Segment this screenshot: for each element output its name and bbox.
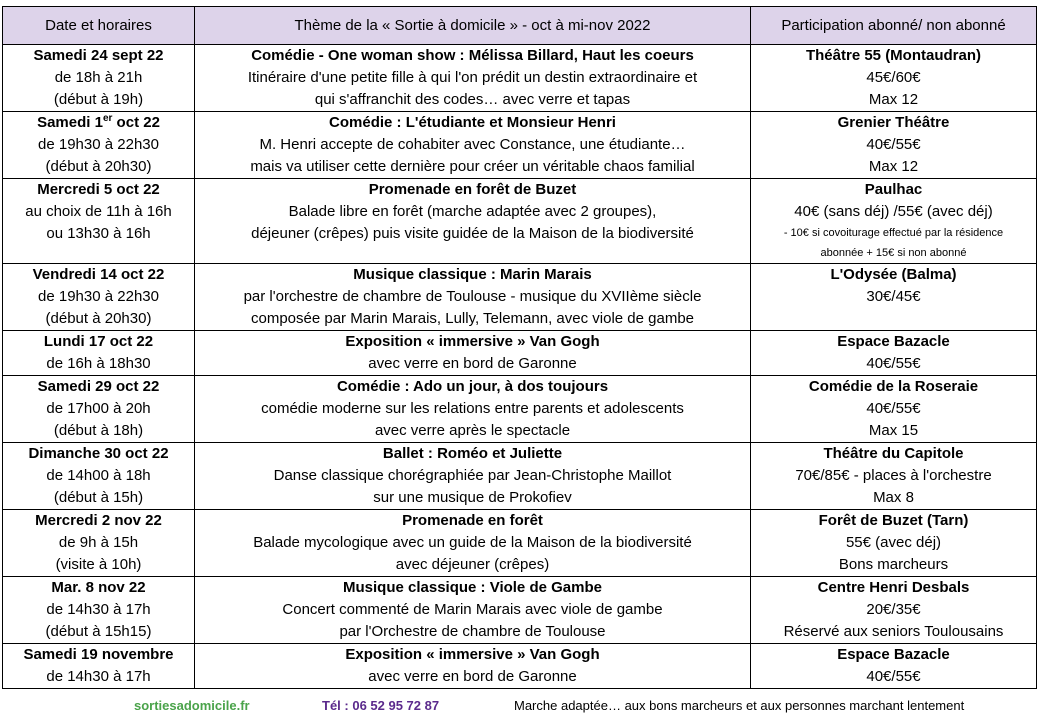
capacity: Max 15: [868, 422, 919, 439]
event-description: Balade libre en forêt (marche adaptée avec 2 groupes),: [288, 203, 657, 220]
event-description: par l'Orchestre de chambre de Toulouse: [339, 623, 606, 640]
event-title: Comédie : L'étudiante et Monsieur Henri: [329, 114, 616, 131]
venue: Centre Henri Desbals: [817, 579, 970, 596]
price-note: - 10€ si covoiturage effectué par la résidence: [783, 227, 1004, 239]
header-participation: Participation abonné/ non abonné: [751, 7, 1037, 45]
event-start: (début à 15h): [53, 489, 144, 506]
price: 30€/45€: [866, 288, 921, 305]
header-row: [3, 7, 1037, 45]
table-row: [3, 644, 1037, 689]
event-date-ordinal: er: [102, 113, 113, 124]
venue: Paulhac: [864, 181, 923, 198]
event-description: avec verre en bord de Garonne: [368, 355, 577, 372]
event-date: Dimanche 30 oct 22: [28, 445, 169, 462]
event-title: Ballet : Roméo et Juliette: [382, 445, 563, 462]
event-description: Danse classique chorégraphiée par Jean-Christophe Maillot: [273, 467, 672, 484]
event-date: Vendredi 14 oct 22: [32, 266, 165, 283]
event-start: (début à 15h15): [45, 623, 152, 640]
theme-cell: [195, 577, 751, 644]
event-time: de 14h30 à 17h: [46, 668, 151, 685]
event-time: de 9h à 15h: [58, 534, 139, 551]
venue: L'Odysée (Balma): [830, 266, 957, 283]
event-title: Promenade en forêt de Buzet: [368, 181, 577, 198]
price: 40€/55€: [866, 400, 921, 417]
table-row: [3, 264, 1037, 331]
venue: Théâtre du Capitole: [823, 445, 964, 462]
event-date: Samedi 29 oct 22: [37, 378, 160, 395]
event-date: Mar. 8 nov 22: [51, 579, 146, 596]
event-description: avec verre après le spectacle: [374, 422, 571, 439]
event-description: composée par Marin Marais, Lully, Telemann, avec viole de gambe: [251, 310, 694, 327]
event-title: Musique classique : Viole de Gambe: [343, 579, 602, 596]
capacity: Max 12: [868, 158, 919, 175]
event-title: Exposition « immersive » Van Gogh: [345, 646, 600, 663]
table-row: [3, 443, 1037, 510]
event-date: Samedi 19 novembre: [23, 646, 174, 663]
price: 20€/35€: [866, 601, 921, 618]
capacity: Bons marcheurs: [838, 556, 949, 573]
theme-cell: [195, 644, 751, 689]
price: 40€ (sans déj) /55€ (avec déj): [794, 203, 993, 220]
participation-cell: [751, 443, 1037, 510]
event-description: qui s'affranchit des codes… avec verre et tapas: [314, 91, 631, 108]
date-cell: [3, 45, 195, 112]
event-title: Comédie : Ado un jour, à dos toujours: [336, 378, 609, 395]
date-cell: [3, 112, 195, 179]
event-description: mais va utiliser cette dernière pour créer un véritable chaos familial: [250, 158, 695, 175]
website-link[interactable]: sortiesadomicile.fr: [134, 698, 250, 713]
event-title: Promenade en forêt: [402, 512, 543, 529]
event-time: de 19h30 à 22h30: [38, 136, 159, 153]
footer: [0, 694, 1040, 720]
price: 40€/55€: [866, 136, 921, 153]
table-row: [3, 510, 1037, 577]
theme-cell: [195, 510, 751, 577]
participation-cell: [751, 577, 1037, 644]
table-row: [3, 112, 1037, 179]
participation-cell: [751, 376, 1037, 443]
phone-number: Tél : 06 52 95 72 87: [322, 698, 440, 713]
date-cell: [3, 179, 195, 264]
theme-cell: [195, 376, 751, 443]
capacity: Max 12: [868, 91, 919, 108]
event-description: avec verre en bord de Garonne: [368, 668, 577, 685]
participation-cell: [751, 45, 1037, 112]
price: 40€/55€: [866, 668, 921, 685]
participation-cell: [751, 510, 1037, 577]
event-date: [3, 112, 194, 134]
event-time: au choix de 11h à 16h: [25, 203, 172, 220]
price: 70€/85€ - places à l'orchestre: [795, 467, 992, 484]
theme-cell: [195, 264, 751, 331]
event-description: Balade mycologique avec un guide de la Maison de la biodiversité: [253, 534, 692, 551]
date-cell: [3, 443, 195, 510]
event-description: déjeuner (crêpes) puis visite guidée de la Maison de la biodiversité: [251, 225, 694, 242]
event-description: sur une musique de Prokofiev: [373, 489, 572, 506]
table-row: [3, 45, 1037, 112]
table-row: [3, 376, 1037, 443]
event-date: Lundi 17 oct 22: [43, 333, 154, 350]
participation-cell: [751, 112, 1037, 179]
event-date: Mercredi 2 nov 22: [35, 512, 162, 529]
theme-cell: [195, 443, 751, 510]
table-row: [3, 331, 1037, 376]
venue: Comédie de la Roseraie: [808, 378, 979, 395]
price-note: abonnée + 15€ si non abonné: [820, 247, 967, 259]
event-title: Exposition « immersive » Van Gogh: [345, 333, 600, 350]
header-theme: Thème de la « Sortie à domicile » - oct à mi-nov 2022: [195, 7, 751, 45]
event-date-day: Samedi 1: [37, 114, 103, 131]
price: 45€/60€: [866, 69, 921, 86]
event-start: (début à 18h): [53, 422, 144, 439]
event-date: Mercredi 5 oct 22: [37, 181, 160, 198]
footer-note: Marche adaptée… aux bons marcheurs et aux personnes marchant lentement: [514, 698, 965, 713]
venue: Forêt de Buzet (Tarn): [818, 512, 969, 529]
schedule-table: [2, 6, 1037, 689]
event-description: par l'orchestre de chambre de Toulouse - musique du XVIIème siècle: [243, 288, 702, 305]
venue: Théâtre 55 (Montaudran): [805, 47, 982, 64]
date-cell: [3, 644, 195, 689]
event-description: comédie moderne sur les relations entre parents et adolescents: [261, 400, 684, 417]
date-cell: [3, 577, 195, 644]
table-row: [3, 577, 1037, 644]
event-time: de 16h à 18h30: [46, 355, 151, 372]
event-description: Itinéraire d'une petite fille à qui l'on prédit un destin extraordinaire et: [247, 69, 698, 86]
header-date: Date et horaires: [3, 7, 195, 45]
date-cell: [3, 376, 195, 443]
venue: Espace Bazacle: [837, 333, 950, 350]
event-time: de 18h à 21h: [54, 69, 143, 86]
event-title: Comédie - One woman show : Mélissa Billard, Haut les coeurs: [251, 47, 694, 64]
participation-cell: [751, 644, 1037, 689]
event-start: (début à 20h30): [45, 158, 152, 175]
event-time: de 17h00 à 20h: [46, 400, 151, 417]
event-date-month: oct 22: [112, 114, 160, 131]
event-time: de 14h00 à 18h: [46, 467, 151, 484]
table-row: [3, 179, 1037, 264]
event-title: Musique classique : Marin Marais: [353, 266, 592, 283]
theme-cell: [195, 112, 751, 179]
participation-cell: [751, 331, 1037, 376]
date-cell: [3, 510, 195, 577]
participation-cell: [751, 179, 1037, 264]
capacity: Réservé aux seniors Toulousains: [783, 623, 1004, 640]
event-description: M. Henri accepte de cohabiter avec Constance, une étudiante…: [259, 136, 686, 153]
event-start: (début à 19h): [53, 91, 144, 108]
event-start: (début à 20h30): [45, 310, 152, 327]
event-description: avec déjeuner (crêpes): [395, 556, 550, 573]
venue: Grenier Théâtre: [837, 114, 950, 131]
event-time-alt: ou 13h30 à 16h: [46, 225, 151, 242]
theme-cell: [195, 331, 751, 376]
event-time: de 19h30 à 22h30: [38, 288, 159, 305]
event-description: Concert commenté de Marin Marais avec viole de gambe: [282, 601, 663, 618]
event-start: (visite à 10h): [55, 556, 142, 573]
price: 40€/55€: [866, 355, 921, 372]
price: 55€ (avec déj): [845, 534, 942, 551]
theme-cell: [195, 179, 751, 264]
event-date: Samedi 24 sept 22: [33, 47, 164, 64]
venue: Espace Bazacle: [837, 646, 950, 663]
participation-cell: [751, 264, 1037, 331]
date-cell: [3, 264, 195, 331]
theme-cell: [195, 45, 751, 112]
event-time: de 14h30 à 17h: [46, 601, 151, 618]
capacity: Max 8: [873, 489, 914, 506]
date-cell: [3, 331, 195, 376]
